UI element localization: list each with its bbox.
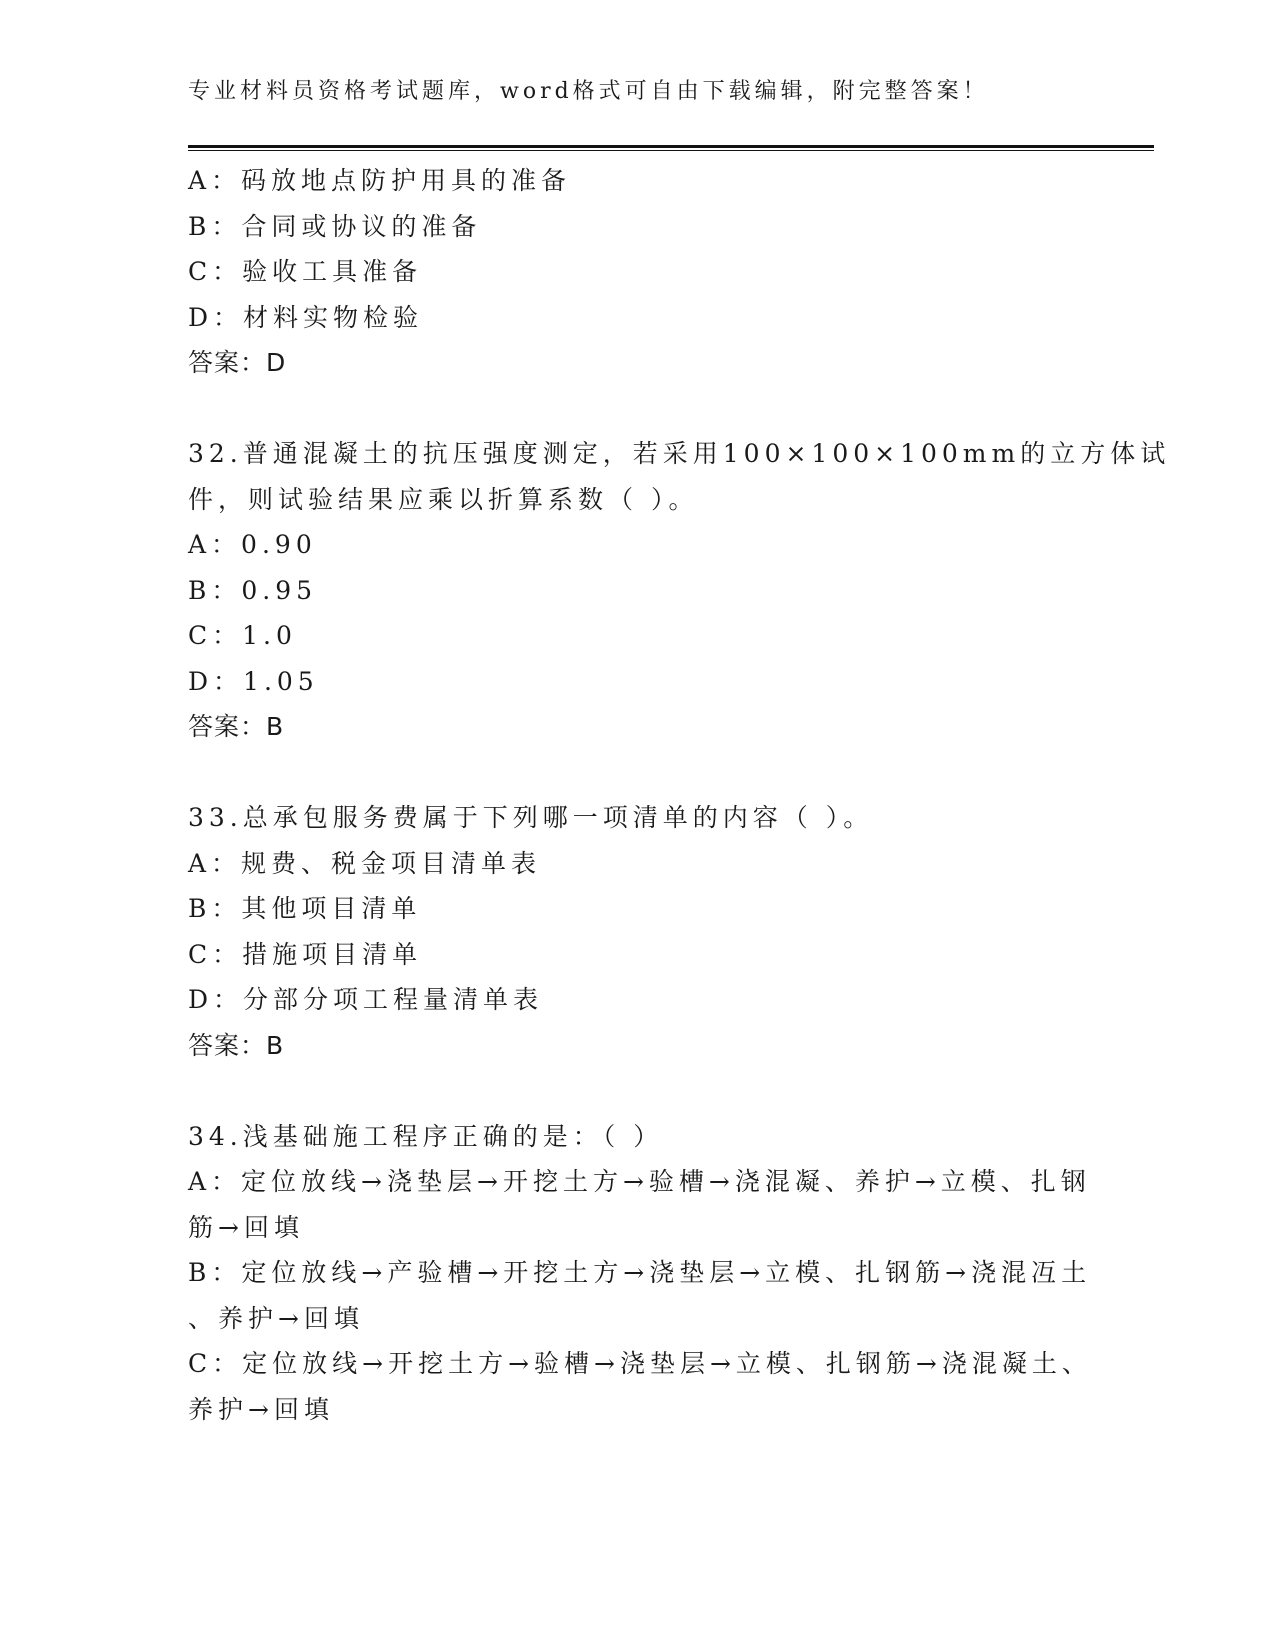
- prev-question-options: [188, 158, 1088, 340]
- option-d: D：1.05: [188, 666, 319, 696]
- question-34: [188, 1114, 1092, 1433]
- option-d: D：材料实物检验: [188, 302, 424, 332]
- option-c: C：定位放线→开挖土方→验槽→浇垫层→立模、扎钢筋→浇混凝土、: [188, 1349, 1092, 1378]
- answer-line: 答案：D: [188, 348, 287, 377]
- option-c: C：措施项目清单: [188, 939, 423, 969]
- option-a: A：规费、税金项目清单表: [188, 848, 542, 878]
- option-c: C：1.0: [188, 621, 297, 650]
- header-rule-thin: [188, 150, 1154, 151]
- option-d: D：分部分项工程量清单表: [188, 985, 544, 1014]
- question-stem: 33.总承包服务费属于下列哪一项清单的内容（ ）。: [188, 803, 874, 832]
- question-stem-continued: 件，则试验结果应乘以折算系数（ ）。: [188, 484, 699, 514]
- option-b: B：其他项目清单: [188, 894, 422, 923]
- spacer: [188, 750, 1088, 796]
- spacer: [188, 1068, 1088, 1114]
- option-c-continued: 养护→回填: [188, 1394, 334, 1424]
- header-rule-thick: [188, 145, 1154, 148]
- option-b: B：0.95: [188, 575, 318, 605]
- spacer: [188, 386, 1088, 432]
- answer-line: 答案：B: [188, 1030, 285, 1060]
- option-b: B：合同或协议的准备: [188, 211, 482, 241]
- question-32: [188, 431, 1171, 750]
- option-a: A：码放地点防护用具的准备: [188, 166, 572, 195]
- option-a: A：0.90: [188, 530, 317, 559]
- option-a: A：定位放线→浇垫层→开挖土方→验槽→浇混凝、养护→立模、扎钢: [188, 1167, 1091, 1196]
- question-content: [188, 158, 1171, 1432]
- answer-line: 答案：B: [188, 712, 285, 741]
- question-33: [188, 795, 1088, 1068]
- question-stem: 34.浅基础施工程序正确的是：（ ）: [188, 1121, 664, 1151]
- option-b: B：定位放线→产验槽→开挖土方→浇垫层→立模、扎钢筋→浇混冱土: [188, 1258, 1092, 1287]
- option-a-continued: 筋→回填: [188, 1212, 304, 1242]
- question-stem: 32.普通混凝土的抗压强度测定，若采用100×100×100mm的立方体试: [188, 439, 1171, 468]
- option-c: C：验收工具准备: [188, 257, 423, 286]
- header-note: 专业材料员资格考试题库，word格式可自由下载编辑，附完整答案！: [188, 79, 989, 104]
- option-b-continued: 、养护→回填: [188, 1303, 364, 1333]
